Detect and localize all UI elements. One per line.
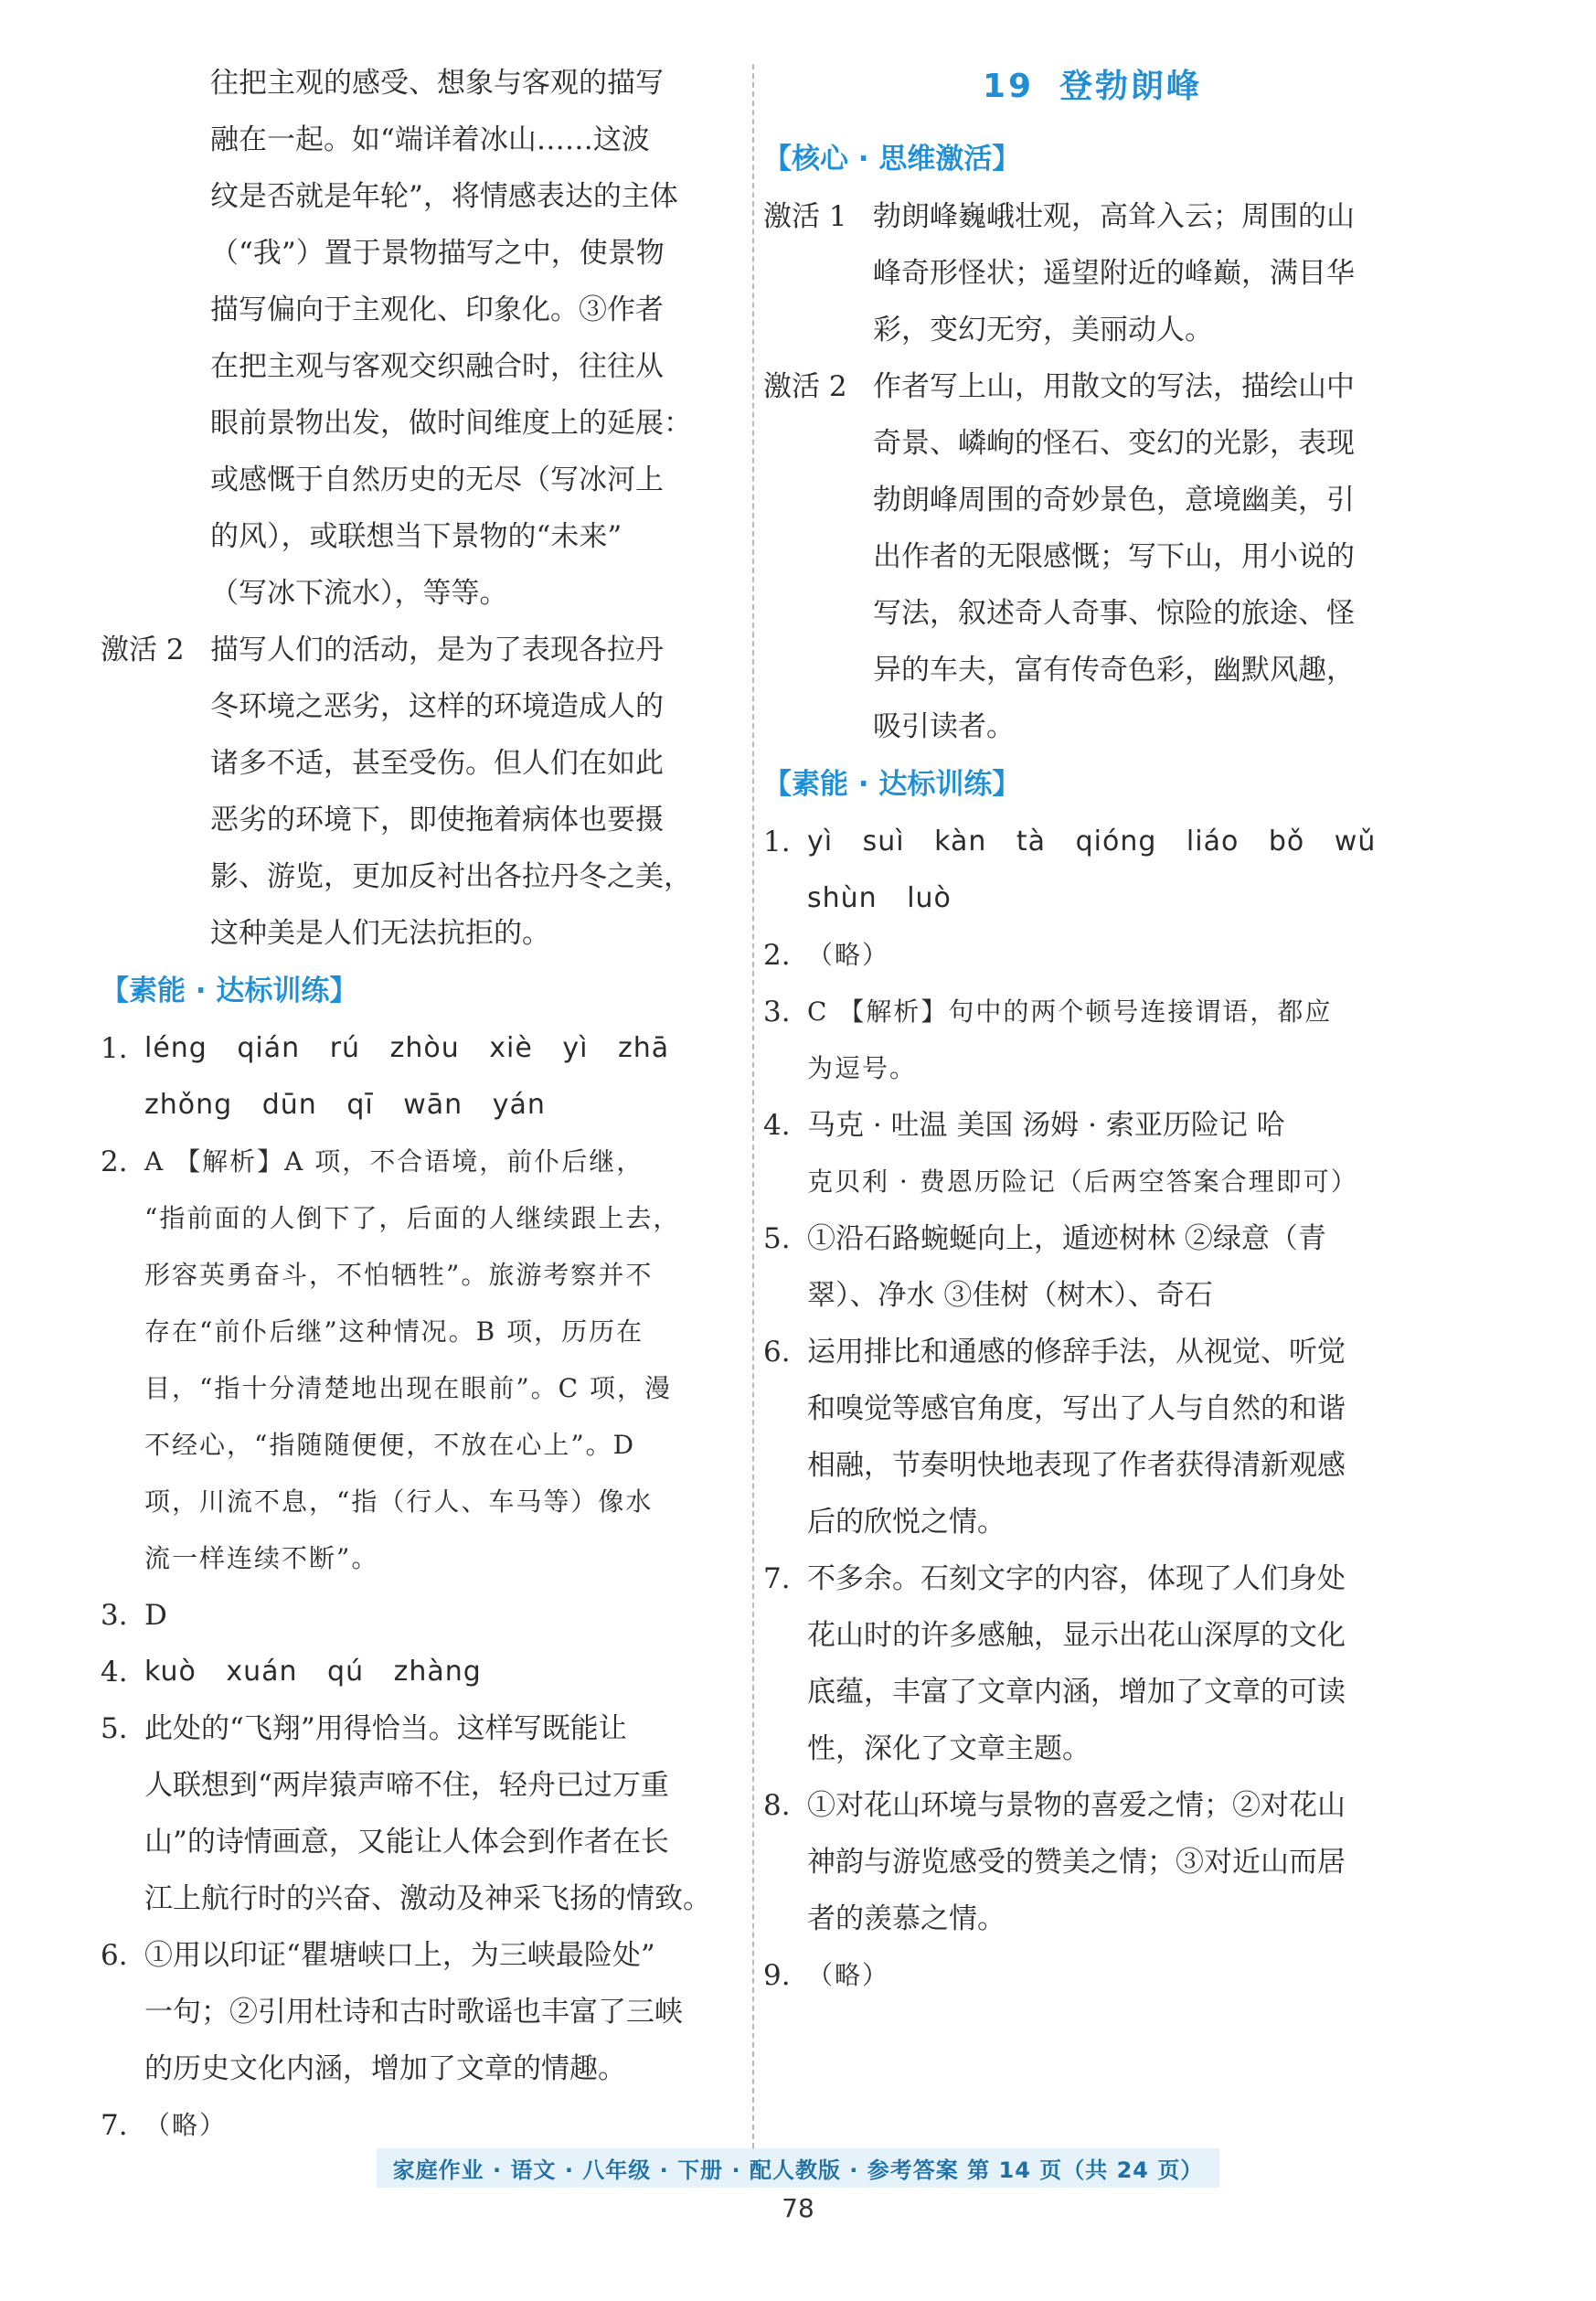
text-line: ①沿石路蜿蜒向上，遁迹树林 ②绿意（青 [807,1222,1326,1255]
text-line: 眼前景物出发，做时间维度上的延展： [210,407,692,440]
text-line: 描写人们的活动，是为了表现各拉丹 [210,634,664,666]
text-line: C 【解析】句中的两个顿号连接谓语，都应 [807,996,1333,1027]
question-4 [101,1644,740,1700]
text-line: 彩，变幻无穷，美丽动人。 [873,314,1213,346]
text-line: 往把主观的感受、想象与客观的描写 [210,67,664,100]
text-line: 后的欣悦之情。 [807,1506,1005,1539]
question-4 [763,1097,1421,1210]
text-line: 江上航行时的兴奋、激动及神采飞扬的情致。 [144,1882,711,1915]
question-number: 1. [763,826,791,858]
text-line: 吸引读者。 [873,710,1015,743]
question-number: 3. [101,1599,128,1632]
text-line: 人联想到“两岸猿声啼不住，轻舟已过万重 [144,1769,669,1802]
answer-text: （略） [807,940,890,970]
text-line: 恶劣的环境下，即使拖着病体也要摄 [210,804,664,836]
text-line: 异的车夫，富有传奇色彩，幽默风趣， [873,654,1355,687]
section-heading: 【素能 · 达标训练】 [101,975,358,1007]
text-line: 融在一起。如“端详着冰山……这波 [210,123,650,156]
text-line: 花山时的许多感触，显示出花山深厚的文化 [807,1619,1346,1652]
text-line: 一句；②引用杜诗和古时歌谣也丰富了三峡 [144,1996,683,2029]
text-line: 克贝利 · 费恩历险记（后两空答案合理即可） [807,1166,1358,1197]
question-number: 2. [101,1145,128,1178]
section-heading: 【素能 · 达标训练】 [763,768,1021,801]
continued-paragraph [101,55,740,622]
text-line: 相融，节奏明快地表现了作者获得清新观感 [807,1449,1346,1482]
question-3 [763,984,1421,1097]
question-number: 6. [101,1939,128,1972]
text-line: 影、游览，更加反衬出各拉丹冬之美， [210,860,692,893]
text-line: 目，“指十分清楚地出现在眼前”。C 项，漫 [144,1373,672,1403]
answer-text: （略） [807,1960,890,1990]
question-3 [101,1587,740,1644]
question-number: 7. [101,2109,128,2142]
text-line: 勃朗峰巍峨壮观，高耸入云；周围的山 [873,200,1355,233]
pinyin-line: zhǒng dūn qī wān yán [144,1089,546,1121]
text-line: 作者写上山，用散文的写法，描绘山中 [873,370,1355,403]
question-6 [101,1927,740,2097]
text-line: 山”的诗情画意，又能让人体会到作者在长 [144,1826,669,1859]
question-number: 6. [763,1336,791,1369]
text-line: 不经心，“指随随便便，不放在心上”。D [144,1430,636,1460]
text-line: （“我”）置于景物描写之中，使景物 [210,237,665,270]
question-1 [101,1020,740,1134]
text-line: A 【解析】A 项，不合语境，前仆后继， [144,1146,644,1177]
chapter-title [763,55,1421,119]
text-line: 峰奇形怪状；遥望附近的峰巅，满目华 [873,257,1355,290]
jihuo-1-item [763,188,1421,358]
text-line: 项，川流不息，“指（行人、车马等）像水 [144,1486,654,1517]
pinyin-line: shùn luò [807,882,952,914]
question-number: 9. [763,1959,791,1992]
question-number: 5. [763,1222,791,1255]
text-line: 描写偏向于主观化、印象化。③作者 [210,293,664,326]
chapter-name: 登勃朗峰 [1059,68,1203,105]
question-number: 3. [763,996,791,1028]
question-number: 2. [763,939,791,972]
jihuo-2-item [101,622,740,962]
page-footer [0,2148,1596,2223]
question-2 [763,927,1421,984]
text-line: 在把主观与客观交织融合时，往往从 [210,350,664,383]
question-number: 4. [101,1656,128,1688]
text-line: 冬环境之恶劣，这样的环境造成人的 [210,690,664,723]
question-number: 8. [763,1789,791,1822]
text-line: 翠）、净水 ③佳树（树木）、奇石 [807,1279,1213,1312]
question-8 [763,1777,1421,1947]
right-column [763,55,1421,2004]
item-label: 激活 1 [763,200,847,233]
pinyin-line: kuò xuán qú zhàng [144,1656,482,1688]
text-line: 存在“前仆后继”这种情况。B 项，历历在 [144,1316,644,1347]
text-line: 马克 · 吐温 美国 汤姆 · 索亚历险记 哈 [807,1109,1285,1142]
text-line: 不多余。石刻文字的内容，体现了人们身处 [807,1562,1346,1595]
footer-banner: 家庭作业 · 语文 · 八年级 · 下册 · 配人教版 · 参考答案 第 14 页（共 24 页） [377,2148,1220,2188]
text-line: 出作者的无限感慨；写下山，用小说的 [873,540,1355,573]
item-label: 激活 2 [101,634,185,666]
page-number: 78 [782,2193,814,2223]
question-7 [101,2097,740,2154]
text-line: 底蕴，丰富了文章内涵，增加了文章的可读 [807,1676,1346,1709]
text-line: 和嗅觉等感官角度，写出了人与自然的和谐 [807,1392,1346,1425]
left-column [101,55,740,2154]
text-line: 奇景、嶙峋的怪石、变幻的光影，表现 [873,427,1355,460]
question-6 [763,1324,1421,1550]
item-label: 激活 2 [763,370,847,403]
text-line: 者的羡慕之情。 [807,1902,1005,1935]
text-line: 的风），或联想当下景物的“未来” [210,520,622,553]
answer-text: D [144,1599,167,1632]
text-line: ①用以印证“瞿塘峡口上，为三峡最险处” [144,1939,655,1972]
question-number: 1. [101,1032,128,1065]
text-line: 形容英勇奋斗，不怕牺牲”。旅游考察并不 [144,1260,654,1290]
section-heading: 【核心 · 思维激活】 [763,143,1021,176]
question-7 [763,1550,1421,1777]
text-line: 为逗号。 [807,1053,918,1083]
question-2 [101,1134,740,1587]
answer-text: （略） [144,2110,228,2140]
text-line: 这种美是人们无法抗拒的。 [210,917,550,950]
text-line: 的历史文化内涵，增加了文章的情趣。 [144,2052,626,2085]
text-line: 勃朗峰周围的奇妙景色，意境幽美，引 [873,484,1355,517]
text-line: 性，深化了文章主题。 [807,1732,1091,1765]
pinyin-line: léng qián rú zhòu xiè yì zhā [144,1032,670,1064]
text-line: 此处的“飞翔”用得恰当。这样写既能让 [144,1712,627,1745]
text-line: 纹是否就是年轮”，将情感表达的主体 [210,180,678,213]
text-line: 流一样连续不断”。 [144,1543,379,1573]
jihuo-2-item [763,358,1421,755]
question-number: 4. [763,1109,791,1142]
text-line: 神韵与游览感受的赞美之情；③对近山而居 [807,1846,1346,1879]
question-5 [763,1210,1421,1324]
question-number: 7. [763,1562,791,1595]
text-line: （写冰下流水），等等。 [210,577,508,610]
question-5 [101,1700,740,1927]
text-line: “指前面的人倒下了，后面的人继续跟上去， [144,1203,681,1233]
question-1 [763,814,1421,927]
text-line: 运用排比和通感的修辞手法，从视觉、听觉 [807,1336,1346,1369]
pinyin-line: yì suì kàn tà qióng liáo bǒ wǔ [807,826,1377,858]
column-divider [752,64,754,2148]
text-line: 写法，叙述奇人奇事、惊险的旅途、怪 [873,597,1355,630]
text-line: ①对花山环境与景物的喜爱之情；②对花山 [807,1789,1346,1822]
question-9 [763,1947,1421,2004]
chapter-number: 19 [982,68,1035,105]
text-line: 诸多不适，甚至受伤。但人们在如此 [210,747,664,780]
question-number: 5. [101,1712,128,1745]
text-line: 或感慨于自然历史的无尽（写冰河上 [210,463,664,496]
